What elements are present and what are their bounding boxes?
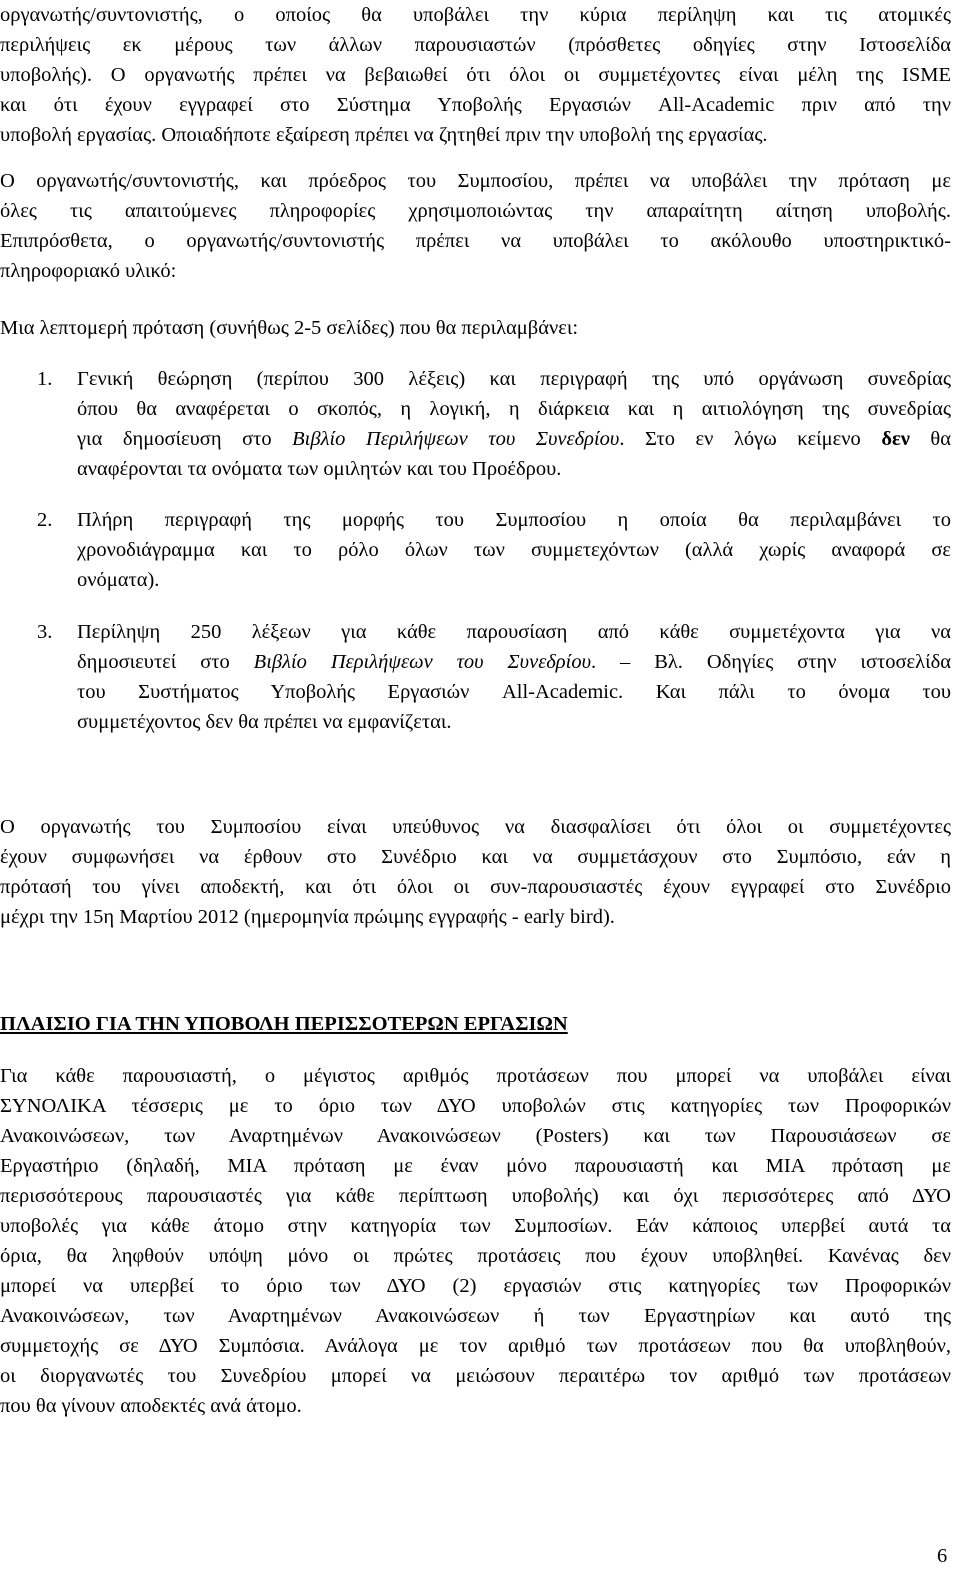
- list-number: 2.: [37, 509, 53, 531]
- intro-line: περιλήψεις εκ μέρους των άλλων παρουσιαστών (πρόσθετες οδηγίες στην Ιστοσελίδα: [0, 34, 951, 56]
- section-heading: ΠΛΑΙΣΙΟ ΓΙΑ ΤΗΝ ΥΠΟΒΟΛΗ ΠΕΡΙΣΣΟΤΕΡΩΝ ΕΡΓΑΣΙΩΝ: [0, 1013, 568, 1035]
- paragraph-line: Ανακοινώσεων, των Αναρτημένων Ανακοινώσεων (Posters) και των Παρουσιάσεων σε: [0, 1125, 951, 1147]
- list-line: ονόματα).: [77, 569, 160, 591]
- list-line: αναφέρονται τα ονόματα των ομιλητών και του Προέδρου.: [77, 458, 562, 480]
- list-line: Περίληψη 250 λέξεων για κάθε παρουσίαση από κάθε συμμετέχοντα για να: [77, 621, 951, 643]
- paragraph-line: πληροφοριακό υλικό:: [0, 260, 177, 282]
- list-line: για δημοσίευση στο Βιβλίο Περιλήψεων του Συνεδρίου. Στο εν λόγω κείμενο δεν θα: [77, 428, 951, 450]
- paragraph-line: Ο οργανωτής του Συμποσίου είναι υπεύθυνος να διασφαλίσει ότι όλοι οι συμμετέχοντες: [0, 816, 951, 838]
- paragraph-line: όλες τις απαιτούμενες πληροφορίες χρησιμοποιώντας την απαραίτητη αίτηση υποβολής.: [0, 200, 951, 222]
- emphasis-word: δεν: [881, 428, 910, 450]
- submission-limits-paragraph: [0, 1061, 951, 1421]
- list-number: 1.: [37, 368, 53, 390]
- organizer-paragraph: [0, 166, 951, 286]
- paragraph-line: Επιπρόσθετα, ο οργανωτής/συντονιστής πρέπει να υποβάλει το ακόλουθο υποστηρικτικό-: [0, 230, 951, 252]
- page-number: 6: [937, 1545, 948, 1567]
- paragraph-line: έχουν συμφωνήσει να έρθουν στο Συνέδριο και να συμμετάσχουν στο Συμπόσιο, εάν η: [0, 846, 951, 868]
- proposal-intro: Μια λεπτομερή πρόταση (συνήθως 2-5 σελίδες) που θα περιλαμβάνει:: [0, 317, 579, 339]
- paragraph-line: όρια, θα ληφθούν υπόψη μόνο οι πρώτες προτάσεις που έχουν υποβληθεί. Κανένας δεν: [0, 1245, 951, 1267]
- intro-line: οργανωτής/συντονιστής, ο οποίος θα υποβάλει την κύρια περίληψη και τις ατομικές: [0, 4, 951, 26]
- list-line: δημοσιευτεί στο Βιβλίο Περιλήψεων του Συνεδρίου. – Βλ. Οδηγίες στην ιστοσελίδα: [77, 651, 951, 673]
- list-number: 3.: [37, 621, 53, 643]
- responsibility-paragraph: [0, 812, 951, 932]
- paragraph-line: Ο οργανωτής/συντονιστής, και πρόεδρος του Συμποσίου, πρέπει να υποβάλει την πρόταση με: [0, 170, 951, 192]
- paragraph-line: Για κάθε παρουσιαστή, ο μέγιστος αριθμός προτάσεων που μπορεί να υποβάλει είναι: [0, 1065, 951, 1087]
- paragraph-line: που θα γίνουν αποδεκτές ανά άτομο.: [0, 1395, 302, 1417]
- paragraph-line: μπορεί να υπερβεί το όριο των ΔΥΟ (2) εργασιών στις κατηγορίες των Προφορικών: [0, 1275, 951, 1297]
- intro-paragraph: [0, 0, 951, 150]
- paragraph-line: περισσότερους παρουσιαστές για κάθε περίπτωση υποβολής) και όχι περισσότερες από ΔΥΟ: [0, 1185, 951, 1207]
- paragraph-line: Εργαστήριο (δηλαδή, ΜΙΑ πρόταση με έναν μόνο παρουσιαστή και ΜΙΑ πρόταση με: [0, 1155, 951, 1177]
- list-line: Γενική θεώρηση (περίπου 300 λέξεις) και περιγραφή της υπό οργάνωση συνεδρίας: [77, 368, 951, 390]
- book-title: Βιβλίο Περιλήψεων του Συνεδρίου: [253, 651, 591, 673]
- list-line: του Συστήματος Υποβολής Εργασιών All-Academic. Και πάλι το όνομα του: [77, 681, 951, 703]
- paragraph-line: υποβολές για κάθε άτομο στην κατηγορία των Συμποσίων. Εάν κάποιος υπερβεί αυτά τα: [0, 1215, 951, 1237]
- paragraph-line: πρότασή του γίνει αποδεκτή, και ότι όλοι οι συν-παρουσιαστές έχουν εγγραφεί στο Συνέδριο: [0, 876, 951, 898]
- paragraph-line: μέχρι την 15η Μαρτίου 2012 (ημερομηνία πρώιμης εγγραφής - early bird).: [0, 906, 615, 928]
- paragraph-line: συμμετοχής σε ΔΥΟ Συμπόσια. Ανάλογα με τον αριθμό των προτάσεων που θα υποβληθούν,: [0, 1335, 951, 1357]
- paragraph-line: οι διοργανωτές του Συνεδρίου μπορεί να μειώσουν περαιτέρω τον αριθμό των προτάσεων: [0, 1365, 951, 1387]
- paragraph-line: ΣΥΝΟΛΙΚΑ τέσσερις με το όριο των ΔΥΟ υποβολών στις κατηγορίες των Προφορικών: [0, 1095, 951, 1117]
- list-line: συμμετέχοντος δεν θα πρέπει να εμφανίζεται.: [77, 711, 452, 733]
- list-line: χρονοδιάγραμμα και το ρόλο όλων των συμμετεχόντων (αλλά χωρίς αναφορά σε: [77, 539, 951, 561]
- intro-line: υποβολής). Ο οργανωτής πρέπει να βεβαιωθεί ότι όλοι οι συμμετέχοντες είναι μέλη της ISME: [0, 64, 951, 86]
- paragraph-line: Ανακοινώσεων, των Αναρτημένων Ανακοινώσεων ή των Εργαστηρίων και αυτό της: [0, 1305, 951, 1327]
- list-line: Πλήρη περιγραφή της μορφής του Συμποσίου η οποία θα περιλαμβάνει το: [77, 509, 951, 531]
- list-line: όπου θα αναφέρεται ο σκοπός, η λογική, η διάρκεια και η αιτιολόγηση της συνεδρίας: [77, 398, 951, 420]
- intro-line: υποβολή εργασίας. Οποιαδήποτε εξαίρεση πρέπει να ζητηθεί πριν την υποβολή της εργασίας.: [0, 124, 768, 146]
- book-title: Βιβλίο Περιλήψεων του Συνεδρίου: [292, 428, 620, 450]
- intro-line: και ότι έχουν εγγραφεί στο Σύστημα Υποβολής Εργασιών All-Academic πριν από την: [0, 94, 951, 116]
